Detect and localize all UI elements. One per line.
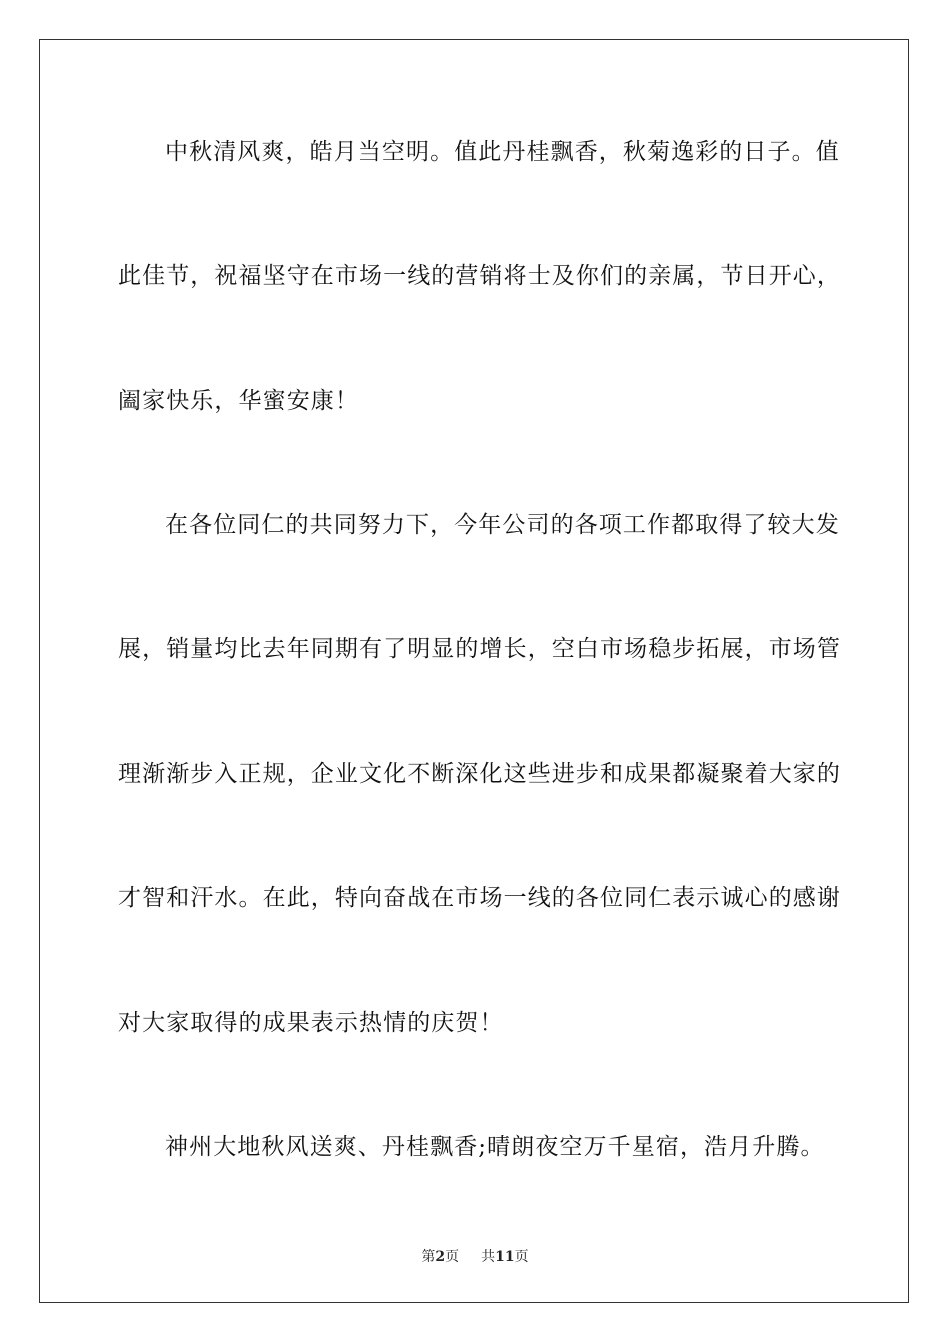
page-suffix: 页 xyxy=(445,1249,460,1265)
paragraph-2-line-4: 才智和汗水。在此，特向奋战在市场一线的各位同仁表示诚心的感谢 xyxy=(118,885,841,911)
paragraph-2-line-3: 理渐渐步入正规，企业文化不断深化这些进步和成果都凝聚着大家的 xyxy=(118,761,841,787)
total-pages-label xyxy=(481,1248,528,1266)
paragraph-2-line-5: 对大家取得的成果表示热情的庆贺！ xyxy=(118,1010,504,1036)
total-suffix: 页 xyxy=(514,1249,529,1265)
page-footer xyxy=(0,1248,950,1266)
paragraph-1-line-3: 阖家快乐，华蜜安康！ xyxy=(118,388,359,414)
total-number: 11 xyxy=(495,1249,515,1265)
paragraph-2-line-2: 展，销量均比去年同期有了明显的增长，空白市场稳步拓展，市场管 xyxy=(118,636,841,662)
page-number: 2 xyxy=(435,1249,446,1265)
total-prefix: 共 xyxy=(481,1249,496,1265)
paragraph-1-line-1: 中秋清风爽，皓月当空明。值此丹桂飘香，秋菊逸彩的日子。值 xyxy=(165,139,840,165)
paragraph-1-line-2: 此佳节，祝福坚守在市场一线的营销将士及你们的亲属，节日开心， xyxy=(118,263,841,289)
page-border xyxy=(39,39,909,1303)
paragraph-3-line-1: 神州大地秋风送爽、丹桂飘香;晴朗夜空万千星宿，浩月升腾。 xyxy=(165,1134,825,1160)
paragraph-2-line-1: 在各位同仁的共同努力下，今年公司的各项工作都取得了较大发 xyxy=(165,512,840,538)
page-prefix: 第 xyxy=(421,1249,436,1265)
page-number-label xyxy=(421,1248,459,1266)
